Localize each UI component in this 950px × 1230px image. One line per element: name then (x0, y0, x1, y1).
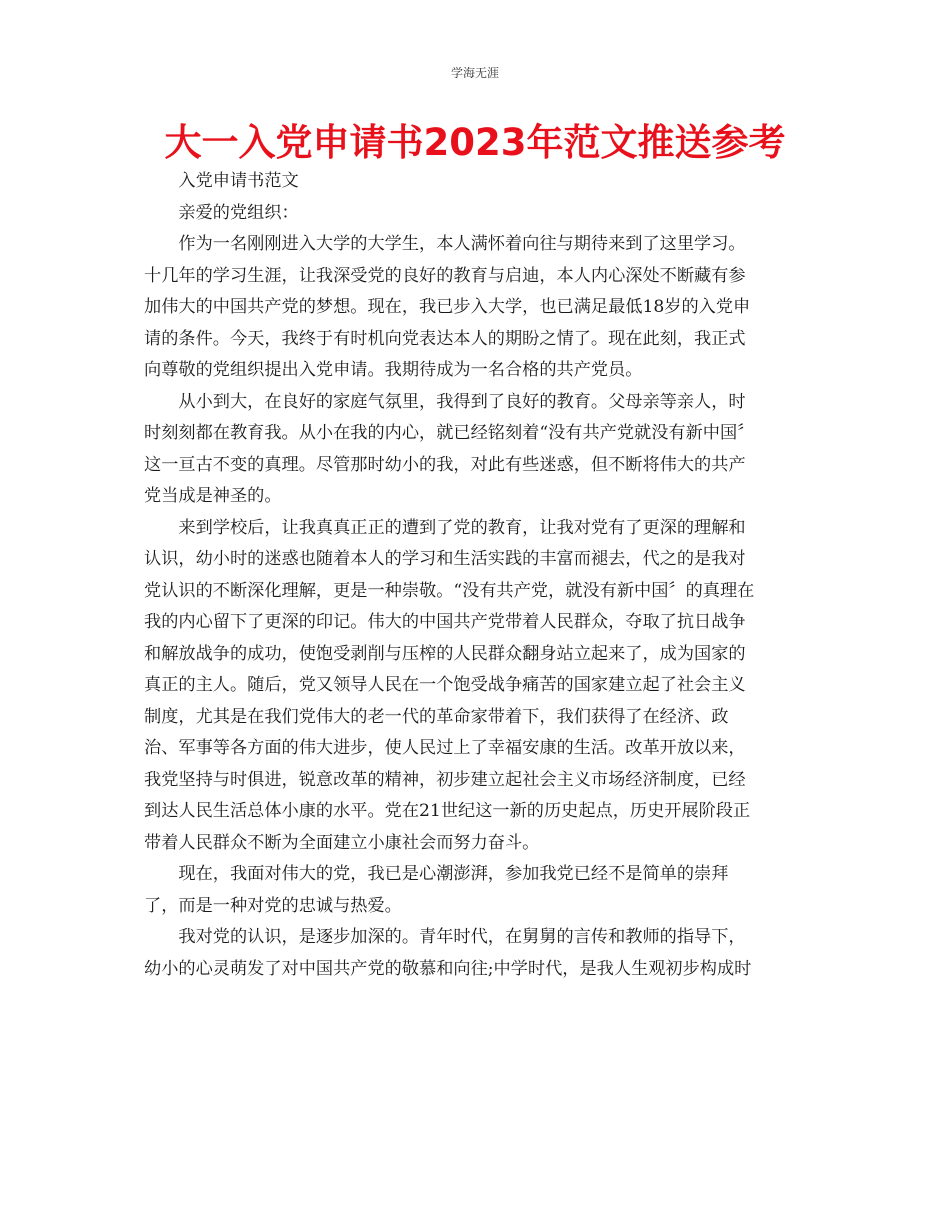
body-line: 这一亘古不变的真理。尽管那时幼小的我，对此有些迷惑，但不断将伟大的共产 (144, 454, 746, 475)
body-line: 我党坚持与时俱进，锐意改革的精神，初步建立起社会主义市场经济制度，已经 (144, 769, 746, 790)
body-line: 党当成是神圣的。 (144, 486, 282, 506)
body-line: 我的内心留下了更深的印记。伟大的中国共产党带着人民群众，夺取了抗日战争 (144, 612, 746, 632)
body-line: 我对党的认识，是逐步加深的。青年时代，在舅舅的言传和教师的指导下， (178, 927, 746, 947)
body-line: 十几年的学习生涯，让我深受党的良好的教育与启迪，本人内心深处不断藏有参 (144, 265, 746, 286)
body-line: 加伟大的中国共产党的梦想。现在，我已步入大学，也已满足最低18岁的入党申 (144, 297, 751, 317)
body-line: 现在，我面对伟大的党，我已是心潮澎湃，参加我党已经不是简单的崇拜 (178, 864, 729, 884)
body-line: 来到学校后，让我真真正正的遭到了党的教育，让我对党有了更深的理解和 (178, 517, 746, 538)
body-line: 真正的主人。随后，党又领导人民在一个饱受战争痛苦的国家建立起了社会主义 (144, 675, 746, 695)
document-body (144, 166, 806, 985)
body-line: 入党申请书范文 (178, 171, 299, 191)
body-line: 向尊敬的党组织提出入党申请。我期待成为一名合格的共产党员。 (144, 360, 643, 380)
body-line: 了，而是一种对党的忠诚与热爱。 (144, 895, 402, 916)
body-line: 请的条件。今天，我终于有时机向党表达本人的期盼之情了。现在此刻，我正式 (144, 328, 746, 349)
body-line: 治、军事等各方面的伟大进步，使人民过上了幸福安康的生活。改革开放以来， (144, 738, 746, 758)
body-line: 到达人民生活总体小康的水平。党在21世纪这一新的历史起点，历史开展阶段正 (144, 801, 751, 821)
document-title: 大一入党申请书2023年范文推送参考 (164, 121, 786, 164)
body-line: 认识，幼小时的迷惑也随着本人的学习和生活实践的丰富而褪去，代之的是我对 (144, 549, 746, 569)
body-line: 带着人民群众不断为全面建立小康社会而努力奋斗。 (144, 832, 540, 853)
body-line: 和解放战争的成功，使饱受剥削与压榨的人民群众翻身站立起来了，成为国家的 (144, 643, 746, 664)
body-line: 幼小的心灵萌发了对中国共产党的敬慕和向往;中学时代，是我人生观初步构成时 (144, 958, 752, 979)
body-line: 制度，尤其是在我们党伟大的老一代的革命家带着下，我们获得了在经济、政 (144, 706, 729, 727)
body-line: 党认识的不断深化理解，更是一种崇敬。“没有共产党，就没有新中国〞的真理在 (144, 580, 755, 601)
page-header-note: 学海无涯 (450, 66, 499, 80)
body-line: 时刻刻都在教育我。从小在我的内心，就已经铭刻着“没有共产党就没有新中国〞 (144, 423, 755, 443)
body-line: 从小到大，在良好的家庭气氛里，我得到了良好的教育。父母亲等亲人，时 (178, 391, 746, 412)
body-line: 亲爱的党组织： (178, 202, 299, 223)
body-line: 作为一名刚刚进入大学的大学生，本人满怀着向往与期待来到了这里学习。 (178, 234, 746, 254)
